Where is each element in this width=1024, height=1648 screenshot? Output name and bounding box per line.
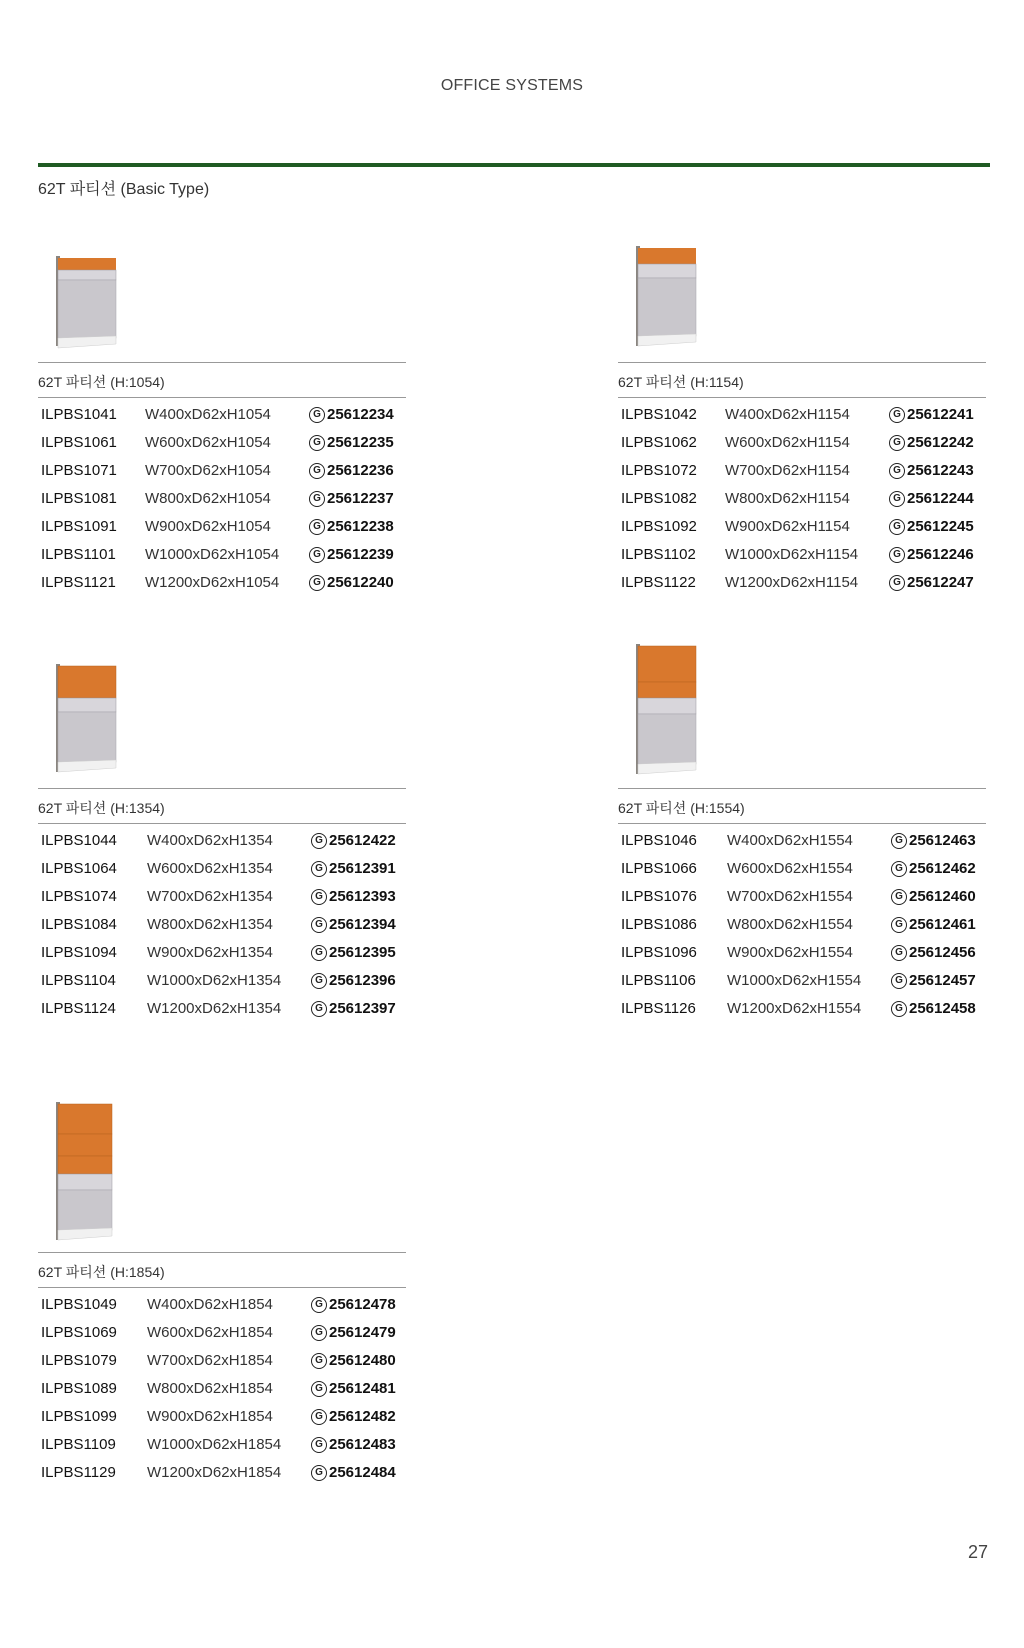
block-title: 62T 파티션 (H:1054): [38, 374, 165, 390]
product-row: [621, 434, 986, 456]
product-number: 25612241: [907, 406, 974, 423]
product-number: 25612394: [329, 916, 396, 933]
product-dimensions: W1200xD62xH1354: [147, 1000, 282, 1017]
product-code: ILPBS1089: [41, 1380, 117, 1397]
product-dimensions: W800xD62xH1154: [725, 490, 850, 507]
block-title: 62T 파티션 (H:1354): [38, 800, 165, 816]
circled-g-icon: G: [889, 407, 905, 423]
circled-g-icon: G: [889, 519, 905, 535]
product-number: 25612457: [909, 972, 976, 989]
product-dimensions: W900xD62xH1354: [147, 944, 273, 961]
product-row: [41, 1464, 406, 1486]
product-row: [41, 916, 406, 938]
product-block-h1854: [38, 1098, 406, 1498]
product-dimensions: W600xD62xH1154: [725, 434, 850, 451]
product-code: ILPBS1041: [41, 406, 117, 423]
product-row: [621, 944, 986, 966]
circled-g-icon: G: [311, 945, 327, 961]
circled-g-icon: G: [891, 1001, 907, 1017]
product-number: 25612480: [329, 1352, 396, 1369]
product-number: 25612462: [909, 860, 976, 877]
product-row: [41, 832, 406, 854]
product-code: ILPBS1126: [621, 1000, 696, 1017]
partition-image-h1154: [634, 242, 700, 352]
partition-image-h1554: [634, 640, 700, 780]
product-code: ILPBS1084: [41, 916, 117, 933]
product-code: ILPBS1104: [41, 972, 116, 989]
product-dimensions: W700xD62xH1154: [725, 462, 850, 479]
product-code: ILPBS1081: [41, 490, 117, 507]
block-rule-top: [38, 1252, 406, 1253]
circled-g-icon: G: [311, 1001, 327, 1017]
product-number: 25612456: [909, 944, 976, 961]
product-dimensions: W1200xD62xH1054: [145, 574, 280, 591]
product-dimensions: W1000xD62xH1554: [727, 972, 862, 989]
product-number: 25612483: [329, 1436, 396, 1453]
circled-g-icon: G: [309, 463, 325, 479]
product-row: [41, 518, 406, 540]
block-rule-bottom: [38, 1287, 406, 1288]
product-code: ILPBS1091: [41, 518, 117, 535]
product-number: 25612458: [909, 1000, 976, 1017]
circled-g-icon: G: [311, 889, 327, 905]
block-rule-bottom: [38, 823, 406, 824]
circled-g-icon: G: [311, 1381, 327, 1397]
product-number: 25612246: [907, 546, 974, 563]
product-dimensions: W900xD62xH1854: [147, 1408, 273, 1425]
product-row: [41, 1408, 406, 1430]
product-code: ILPBS1049: [41, 1296, 117, 1313]
product-number: 25612236: [327, 462, 394, 479]
product-row: [41, 1380, 406, 1402]
product-dimensions: W1000xD62xH1154: [725, 546, 859, 563]
product-code: ILPBS1074: [41, 888, 117, 905]
product-number: 25612395: [329, 944, 396, 961]
circled-g-icon: G: [311, 833, 327, 849]
product-dimensions: W900xD62xH1154: [725, 518, 850, 535]
circled-g-icon: G: [889, 575, 905, 591]
product-row: [621, 490, 986, 512]
product-number: 25612238: [327, 518, 394, 535]
product-row: [41, 1436, 406, 1458]
product-number: 25612463: [909, 832, 976, 849]
product-dimensions: W400xD62xH1854: [147, 1296, 273, 1313]
circled-g-icon: G: [311, 1409, 327, 1425]
product-code: ILPBS1066: [621, 860, 697, 877]
block-rule-top: [618, 788, 986, 789]
product-dimensions: W600xD62xH1854: [147, 1324, 273, 1341]
product-row: [41, 434, 406, 456]
product-number: 25612396: [329, 972, 396, 989]
product-row: [621, 860, 986, 882]
product-row: [621, 832, 986, 854]
block-rule-top: [38, 788, 406, 789]
product-code: ILPBS1044: [41, 832, 117, 849]
product-dimensions: W600xD62xH1354: [147, 860, 273, 877]
product-number: 25612479: [329, 1324, 396, 1341]
product-row: [621, 462, 986, 484]
product-dimensions: W800xD62xH1854: [147, 1380, 273, 1397]
product-dimensions: W400xD62xH1054: [145, 406, 271, 423]
circled-g-icon: G: [311, 861, 327, 877]
product-number: 25612461: [909, 916, 976, 933]
product-row: [621, 1000, 986, 1022]
product-code: ILPBS1124: [41, 1000, 116, 1017]
product-dimensions: W600xD62xH1054: [145, 434, 271, 451]
block-rule-top: [38, 362, 406, 363]
product-dimensions: W400xD62xH1154: [725, 406, 850, 423]
circled-g-icon: G: [889, 463, 905, 479]
section-title: 62T 파티션 (Basic Type): [38, 181, 210, 198]
product-row: [41, 1000, 406, 1022]
circled-g-icon: G: [891, 861, 907, 877]
product-dimensions: W800xD62xH1554: [727, 916, 853, 933]
circled-g-icon: G: [311, 1353, 327, 1369]
product-code: ILPBS1102: [621, 546, 696, 563]
circled-g-icon: G: [311, 1465, 327, 1481]
product-row: [621, 546, 986, 568]
product-number: 25612247: [907, 574, 974, 591]
product-number: 25612484: [329, 1464, 396, 1481]
product-row: [621, 916, 986, 938]
product-code: ILPBS1094: [41, 944, 117, 961]
circled-g-icon: G: [309, 435, 325, 451]
block-rule-top: [618, 362, 986, 363]
product-row: [621, 972, 986, 994]
product-number: 25612234: [327, 406, 394, 423]
product-dimensions: W1000xD62xH1054: [145, 546, 280, 563]
product-block-h1354: [38, 660, 406, 1030]
circled-g-icon: G: [891, 833, 907, 849]
product-dimensions: W700xD62xH1854: [147, 1352, 273, 1369]
product-dimensions: W800xD62xH1354: [147, 916, 273, 933]
circled-g-icon: G: [889, 435, 905, 451]
product-dimensions: W400xD62xH1554: [727, 832, 853, 849]
product-code: ILPBS1121: [41, 574, 116, 591]
product-row: [621, 406, 986, 428]
circled-g-icon: G: [891, 945, 907, 961]
product-block-h1154: [618, 242, 986, 612]
circled-g-icon: G: [311, 973, 327, 989]
block-rule-bottom: [38, 397, 406, 398]
product-code: ILPBS1096: [621, 944, 697, 961]
circled-g-icon: G: [889, 491, 905, 507]
product-code: ILPBS1101: [41, 546, 116, 563]
circled-g-icon: G: [891, 917, 907, 933]
product-dimensions: W900xD62xH1054: [145, 518, 271, 535]
product-number: 25612481: [329, 1380, 396, 1397]
product-row: [41, 462, 406, 484]
product-number: 25612240: [327, 574, 394, 591]
product-number: 25612245: [907, 518, 974, 535]
product-number: 25612393: [329, 888, 396, 905]
product-number: 25612478: [329, 1296, 396, 1313]
product-row: [41, 1324, 406, 1346]
partition-image-h1054: [54, 252, 120, 352]
product-number: 25612391: [329, 860, 396, 877]
page-number: 27: [968, 1542, 989, 1562]
product-code: ILPBS1082: [621, 490, 697, 507]
block-rule-bottom: [618, 397, 986, 398]
product-code: ILPBS1079: [41, 1352, 117, 1369]
circled-g-icon: G: [309, 491, 325, 507]
circled-g-icon: G: [309, 575, 325, 591]
product-row: [621, 518, 986, 540]
product-code: ILPBS1099: [41, 1408, 117, 1425]
circled-g-icon: G: [311, 1437, 327, 1453]
circled-g-icon: G: [311, 917, 327, 933]
product-code: ILPBS1109: [41, 1436, 116, 1453]
product-code: ILPBS1072: [621, 462, 697, 479]
product-code: ILPBS1069: [41, 1324, 117, 1341]
product-code: ILPBS1064: [41, 860, 117, 877]
partition-image-h1354: [54, 660, 120, 778]
product-dimensions: W1200xD62xH1154: [725, 574, 859, 591]
product-code: ILPBS1106: [621, 972, 696, 989]
block-title: 62T 파티션 (H:1554): [618, 800, 745, 816]
product-row: [41, 574, 406, 596]
product-number: 25612482: [329, 1408, 396, 1425]
product-row: [41, 490, 406, 512]
product-row: [41, 944, 406, 966]
product-dimensions: W700xD62xH1054: [145, 462, 271, 479]
product-row: [621, 888, 986, 910]
product-number: 25612422: [329, 832, 396, 849]
product-code: ILPBS1092: [621, 518, 697, 535]
block-title: 62T 파티션 (H:1854): [38, 1264, 165, 1280]
circled-g-icon: G: [891, 973, 907, 989]
product-dimensions: W1200xD62xH1554: [727, 1000, 862, 1017]
product-number: 25612235: [327, 434, 394, 451]
product-code: ILPBS1061: [41, 434, 117, 451]
product-row: [621, 574, 986, 596]
section-divider: [38, 163, 990, 167]
block-title: 62T 파티션 (H:1154): [618, 374, 744, 390]
product-number: 25612244: [907, 490, 974, 507]
product-number: 25612460: [909, 888, 976, 905]
product-block-h1554: [618, 640, 986, 1030]
product-number: 25612242: [907, 434, 974, 451]
block-rule-bottom: [618, 823, 986, 824]
product-row: [41, 1296, 406, 1318]
product-dimensions: W700xD62xH1554: [727, 888, 853, 905]
product-row: [41, 860, 406, 882]
circled-g-icon: G: [891, 889, 907, 905]
product-dimensions: W900xD62xH1554: [727, 944, 853, 961]
product-row: [41, 546, 406, 568]
product-dimensions: W1200xD62xH1854: [147, 1464, 282, 1481]
product-dimensions: W1000xD62xH1854: [147, 1436, 282, 1453]
product-number: 25612397: [329, 1000, 396, 1017]
product-row: [41, 972, 406, 994]
product-code: ILPBS1046: [621, 832, 697, 849]
product-block-h1054: [38, 252, 406, 612]
product-code: ILPBS1076: [621, 888, 697, 905]
product-number: 25612237: [327, 490, 394, 507]
circled-g-icon: G: [311, 1297, 327, 1313]
product-code: ILPBS1062: [621, 434, 697, 451]
product-row: [41, 406, 406, 428]
product-row: [41, 1352, 406, 1374]
product-dimensions: W600xD62xH1554: [727, 860, 853, 877]
product-dimensions: W700xD62xH1354: [147, 888, 273, 905]
partition-image-h1854: [54, 1098, 120, 1246]
product-dimensions: W400xD62xH1354: [147, 832, 273, 849]
product-code: ILPBS1129: [41, 1464, 116, 1481]
product-code: ILPBS1122: [621, 574, 696, 591]
circled-g-icon: G: [311, 1325, 327, 1341]
product-dimensions: W800xD62xH1054: [145, 490, 271, 507]
circled-g-icon: G: [889, 547, 905, 563]
product-row: [41, 888, 406, 910]
page-header-title: OFFICE SYSTEMS: [440, 77, 584, 94]
product-code: ILPBS1042: [621, 406, 697, 423]
product-code: ILPBS1086: [621, 916, 697, 933]
product-code: ILPBS1071: [41, 462, 117, 479]
circled-g-icon: G: [309, 407, 325, 423]
circled-g-icon: G: [309, 519, 325, 535]
product-dimensions: W1000xD62xH1354: [147, 972, 282, 989]
product-number: 25612243: [907, 462, 974, 479]
circled-g-icon: G: [309, 547, 325, 563]
product-number: 25612239: [327, 546, 394, 563]
